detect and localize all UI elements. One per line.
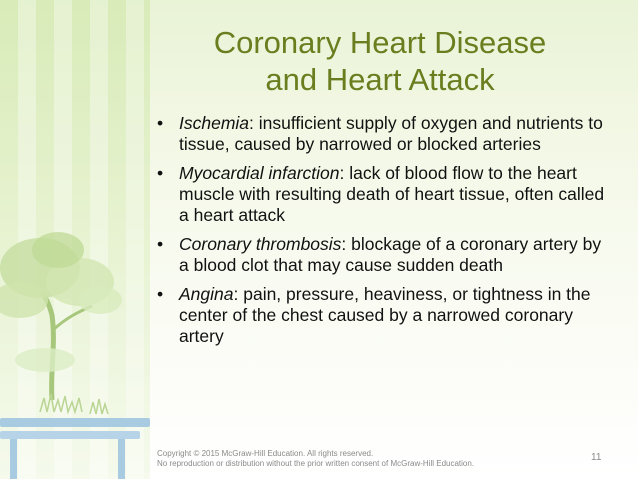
bullet-definition: : pain, pressure, heaviness, or tightness in the center of the chest caused by a narrowed coronary artery xyxy=(179,284,591,346)
bullet-definition: : lack of blood flow to the heart muscle with resulting death of heart tissue, often called a heart attack xyxy=(179,163,605,225)
slide-title xyxy=(160,24,600,98)
copyright-line-2: No reproduction or distribution without the prior written consent of McGraw-Hill Education. xyxy=(157,459,475,468)
bullet-item-ischemia xyxy=(157,113,609,155)
bullet-mark: • xyxy=(157,234,164,254)
bullet-definition: : blockage of a coronary artery by a blood clot that may cause sudden death xyxy=(179,234,602,275)
bullet-mark: • xyxy=(157,163,164,183)
title-line-1: Coronary Heart Disease xyxy=(213,25,547,60)
bullet-mark: • xyxy=(157,113,164,133)
bullet-item-coronary-thrombosis xyxy=(157,234,609,276)
bullet-term: Angina xyxy=(179,284,234,304)
bullet-definition: : insufficient supply of oxygen and nutrients to tissue, caused by narrowed or blocked arteries xyxy=(179,113,603,154)
copyright-footer xyxy=(157,449,474,469)
title-line-2: and Heart Attack xyxy=(265,62,495,97)
tree-bench-illustration xyxy=(0,0,160,479)
bench-icon xyxy=(0,418,150,479)
bullet-item-angina xyxy=(157,284,609,347)
copyright-line-1: Copyright © 2015 McGraw-Hill Education. All rights reserved. xyxy=(157,449,374,458)
bullet-item-myocardial-infarction xyxy=(157,163,609,226)
grass xyxy=(40,394,108,414)
page-number: 11 xyxy=(591,452,602,463)
tree-icon xyxy=(0,232,122,400)
bullet-term: Ischemia xyxy=(179,113,250,133)
bullet-mark: • xyxy=(157,284,164,304)
bullet-term: Myocardial infarction xyxy=(179,163,340,183)
bullet-list xyxy=(157,113,609,355)
bullet-term: Coronary thrombosis xyxy=(179,234,342,254)
